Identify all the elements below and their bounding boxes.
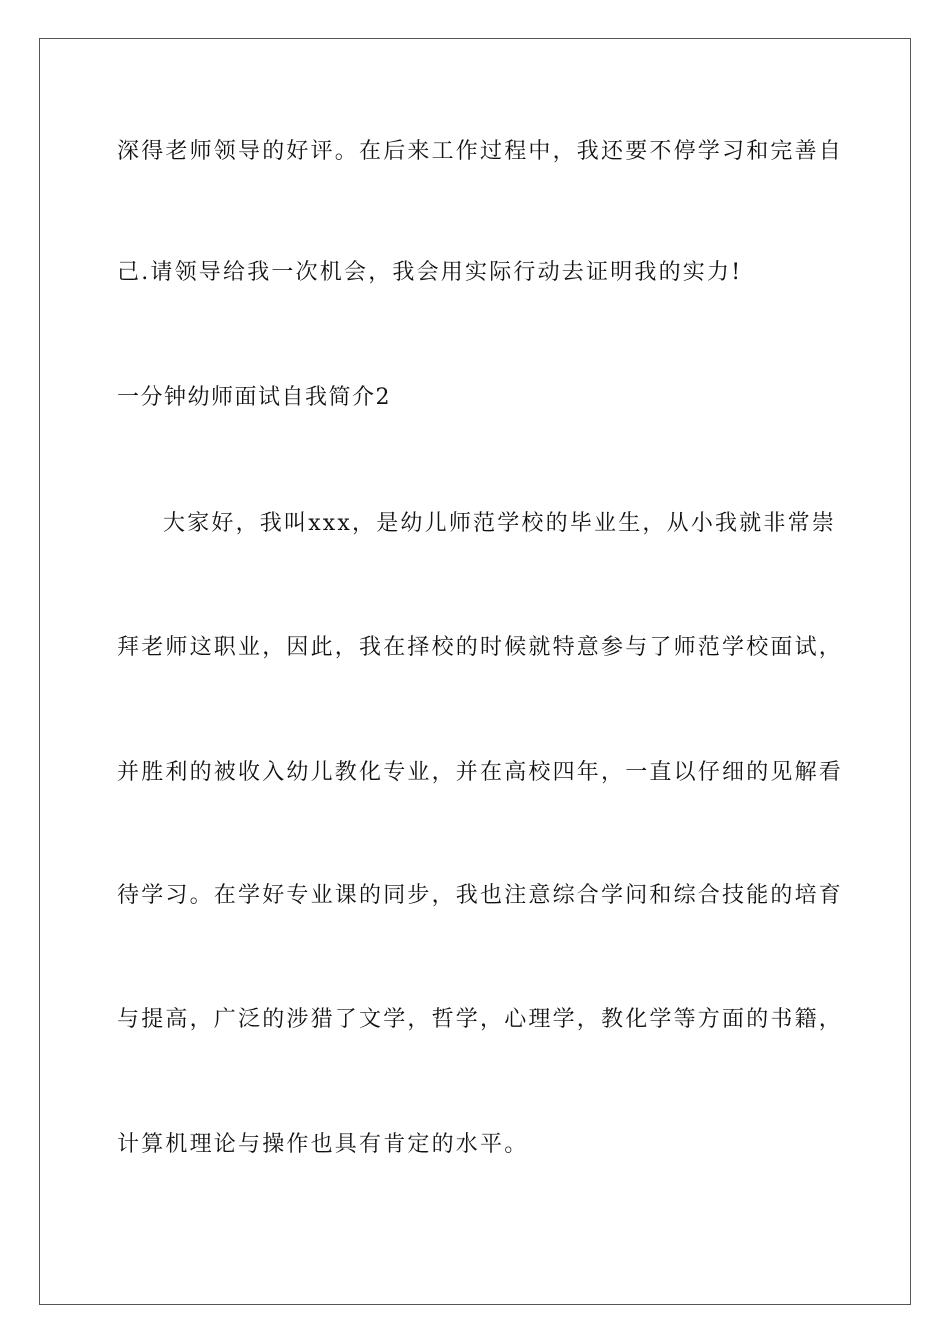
body-text-line: 与提高，广泛的涉猎了文学，哲学，心理学，教化学等方面的书籍， bbox=[117, 1007, 844, 1032]
body-text-line: 待学习。在学好专业课的同步，我也注意综合学问和综合技能的培育 bbox=[117, 883, 844, 908]
page-frame bbox=[39, 38, 911, 1305]
body-text-line: 计算机理论与操作也具有肯定的水平。 bbox=[117, 1132, 529, 1157]
section-heading: 一分钟幼师面试自我简介2 bbox=[117, 385, 391, 410]
body-text-line: 深得老师领导的好评。在后来工作过程中，我还要不停学习和完善自 bbox=[117, 139, 844, 164]
body-text-line: 并胜利的被收入幼儿教化专业，并在高校四年，一直以仔细的见解看 bbox=[117, 760, 844, 785]
body-text-line: 己.请领导给我一次机会，我会用实际行动去证明我的实力! bbox=[117, 260, 743, 285]
body-text-line: 大家好，我叫xxx，是幼儿师范学校的毕业生，从小我就非常崇 bbox=[163, 511, 837, 536]
body-text-line: 拜老师这职业，因此，我在择校的时候就特意参与了师范学校面试， bbox=[117, 635, 844, 660]
